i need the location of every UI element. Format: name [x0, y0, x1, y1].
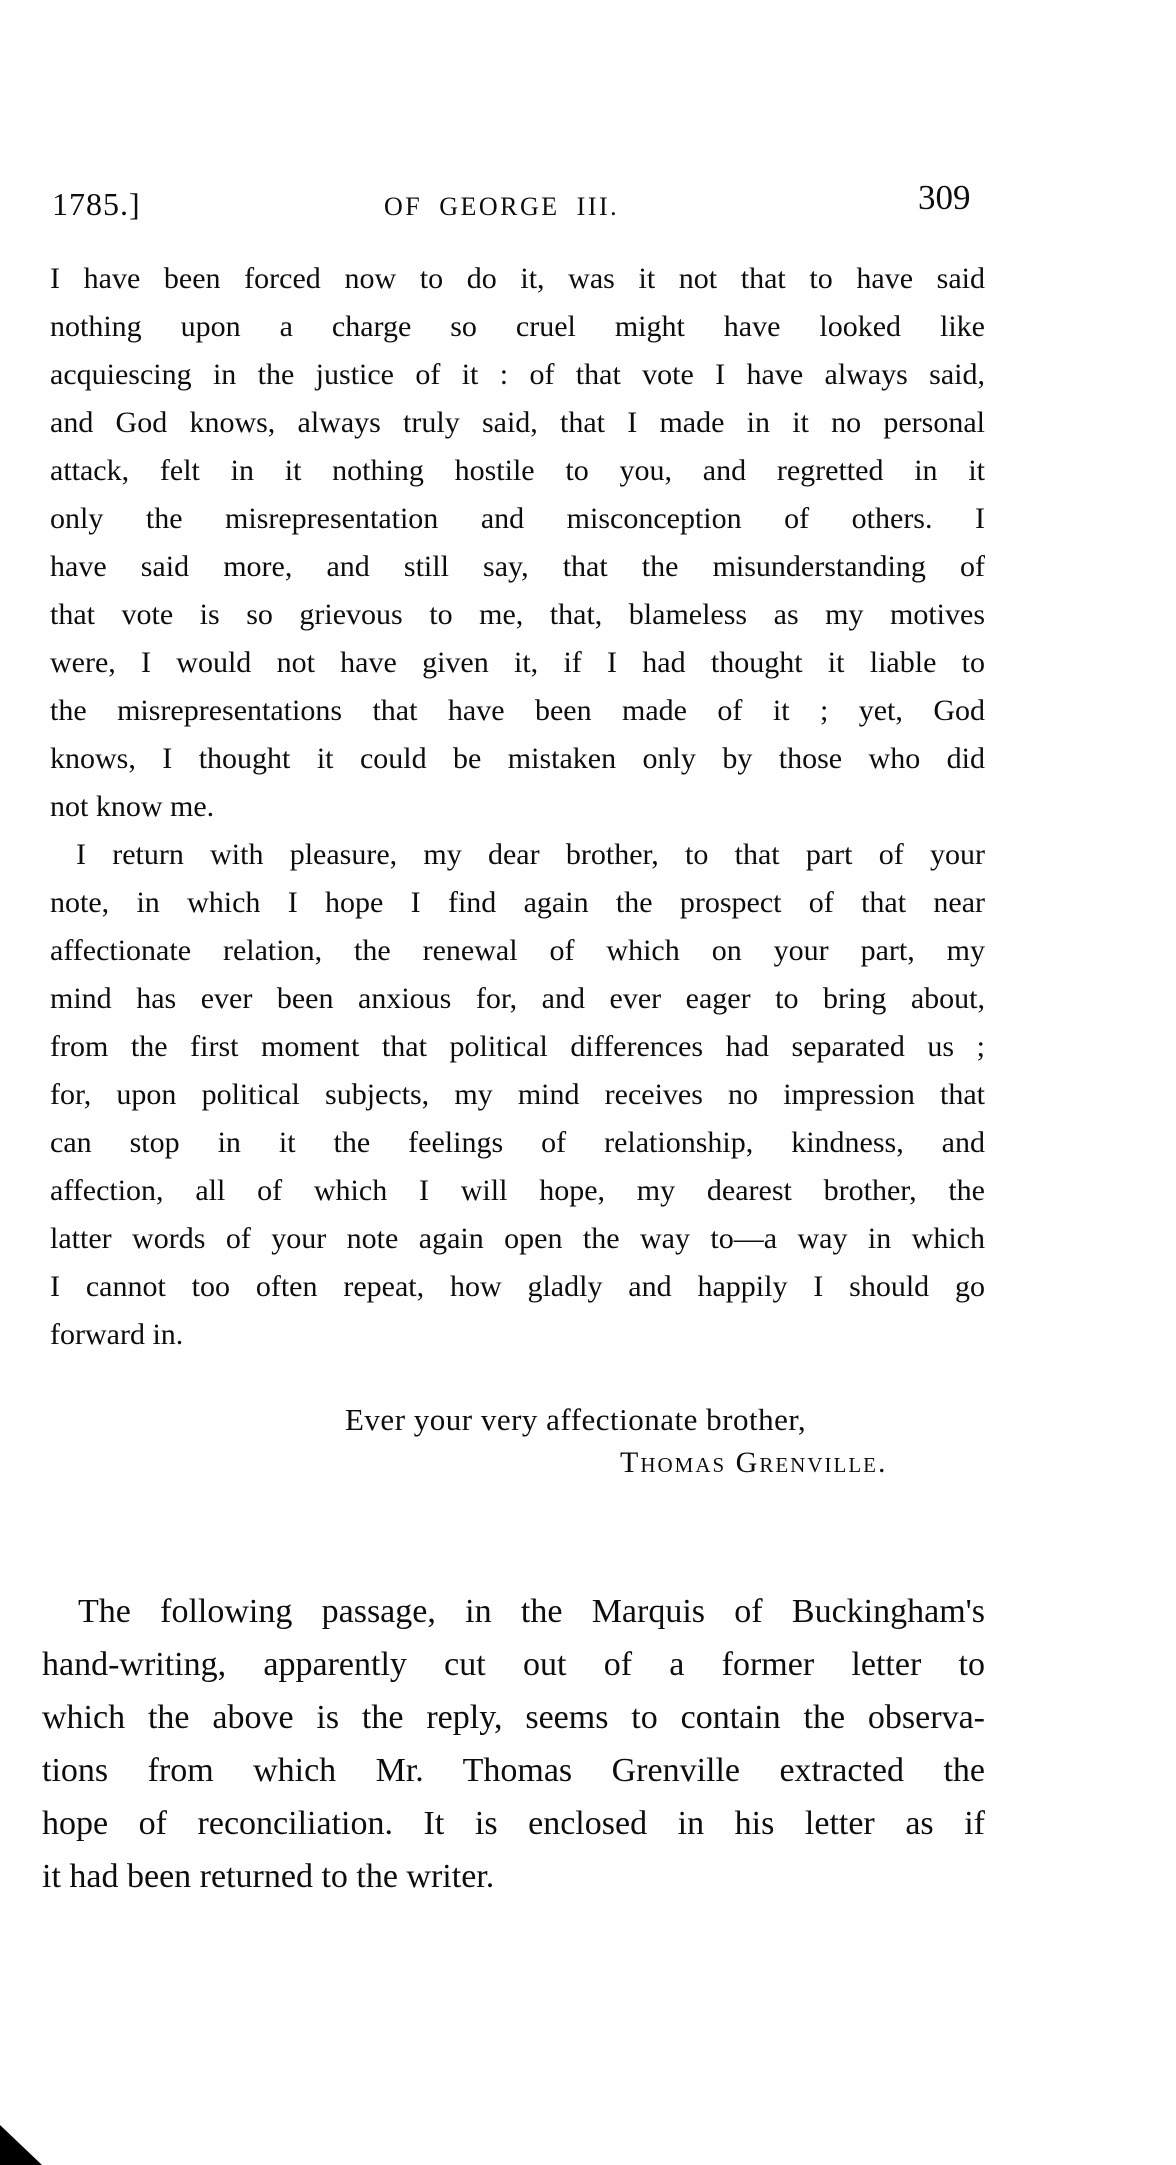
text-line: I return with pleasure, my dear brother, to that part of your	[76, 838, 985, 871]
text-line: tions from which Mr. Thomas Grenville extracted the	[42, 1752, 985, 1789]
running-title: OF GEORGE III.	[384, 192, 620, 221]
text-line: which the above is the reply, seems to contain the observa-	[42, 1699, 985, 1736]
text-line: nothing upon a charge so cruel might have looked like	[50, 310, 985, 343]
text-line: knows, I thought it could be mistaken only by those who did	[50, 742, 985, 775]
text-line: acquiescing in the justice of it : of that vote I have always said,	[50, 358, 985, 391]
scan-smudge-icon	[0, 2125, 42, 2165]
text-line: it had been returned to the writer.	[42, 1858, 495, 1895]
letter-valediction: Ever your very affectionate brother,	[345, 1402, 807, 1437]
text-line: were, I would not have given it, if I had thought it liable to	[50, 646, 985, 679]
text-line: mind has ever been anxious for, and ever eager to bring about,	[50, 982, 985, 1015]
text-line: forward in.	[50, 1318, 184, 1351]
text-line: I have been forced now to do it, was it not that to have said	[50, 262, 985, 295]
text-line: and God knows, always truly said, that I made in it no personal	[50, 406, 985, 439]
text-line: The following passage, in the Marquis of Buckingham's	[78, 1593, 985, 1630]
text-line: hand-writing, apparently cut out of a former letter to	[42, 1646, 985, 1683]
text-line: from the first moment that political differences had separated us ;	[50, 1030, 985, 1063]
text-line: attack, felt in it nothing hostile to you, and regretted in it	[50, 454, 985, 487]
text-line: note, in which I hope I find again the prospect of that near	[50, 886, 985, 919]
letter-paragraph-2	[50, 831, 985, 1359]
letter-paragraph-1	[50, 255, 985, 831]
text-line: affectionate relation, the renewal of which on your part, my	[50, 934, 985, 967]
text-line: can stop in it the feelings of relationship, kindness, and	[50, 1126, 985, 1159]
letter-signature: Thomas Grenville.	[620, 1446, 888, 1479]
text-line: for, upon political subjects, my mind receives no impression that	[50, 1078, 985, 1111]
text-line: that vote is so grievous to me, that, blameless as my motives	[50, 598, 985, 631]
text-line: hope of reconciliation. It is enclosed in his letter as if	[42, 1805, 985, 1842]
text-line: affection, all of which I will hope, my dearest brother, the	[50, 1174, 985, 1207]
header-year-marginal: 1785.]	[52, 186, 141, 222]
text-line: the misrepresentations that have been made of it ; yet, God	[50, 694, 985, 727]
text-line: not know me.	[50, 790, 215, 823]
page-number: 309	[918, 178, 971, 217]
editorial-note-paragraph	[42, 1585, 985, 1903]
text-line: I cannot too often repeat, how gladly and happily I should go	[50, 1270, 985, 1303]
letter-body	[50, 255, 985, 1359]
text-line: only the misrepresentation and misconception of others. I	[50, 502, 985, 535]
text-line: have said more, and still say, that the misunderstanding of	[50, 550, 985, 583]
text-line: latter words of your note again open the way to—a way in which	[50, 1222, 985, 1255]
